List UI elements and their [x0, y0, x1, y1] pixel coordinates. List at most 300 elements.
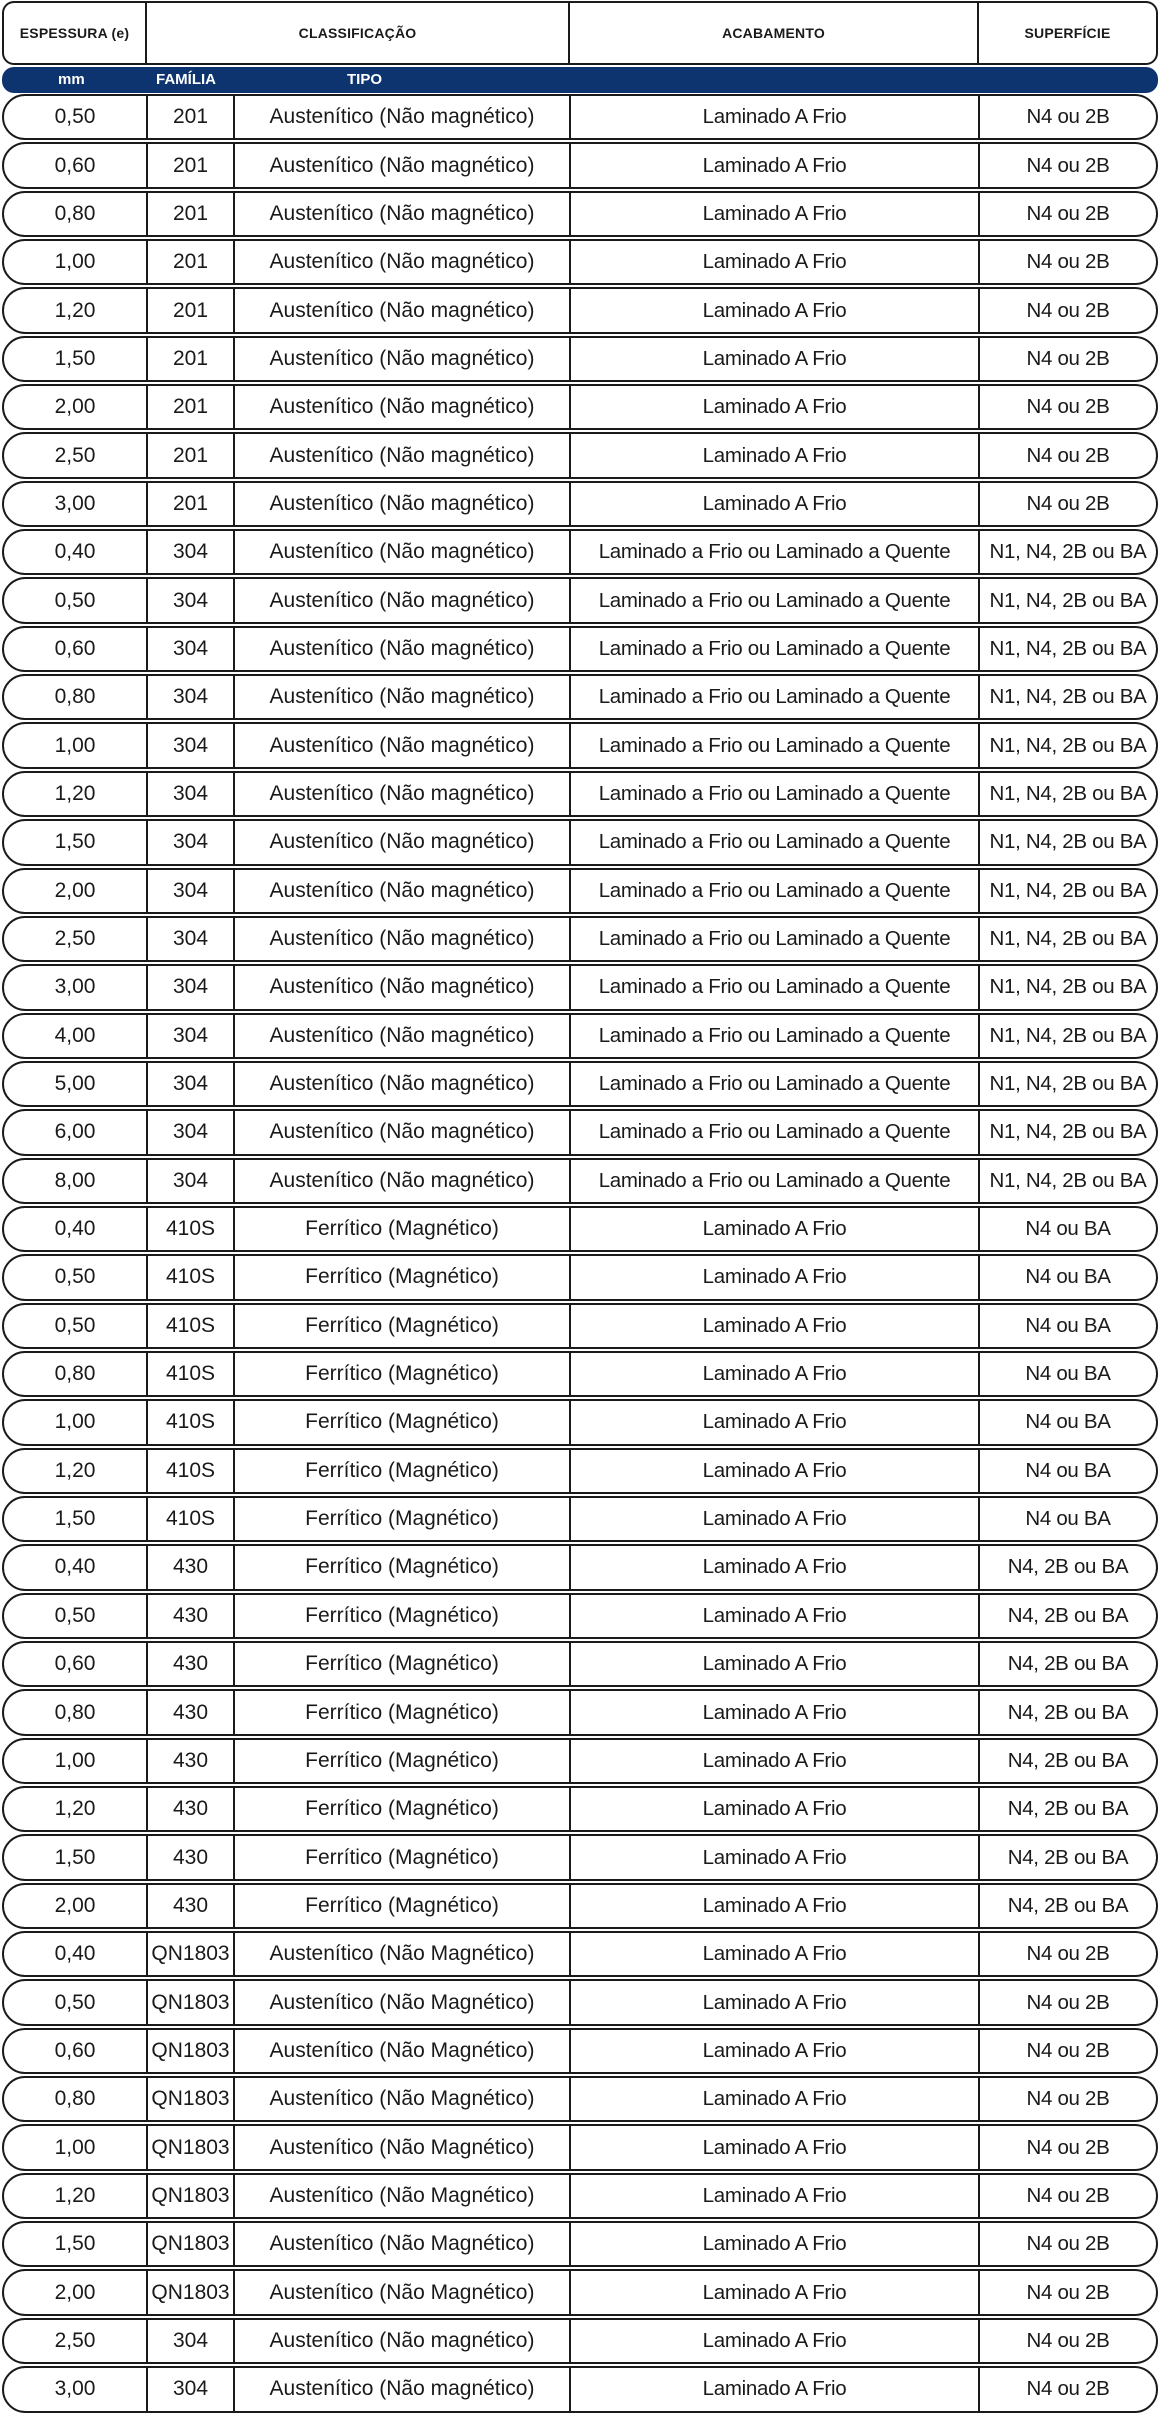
- cell-familia: 430: [148, 1643, 235, 1685]
- cell-acabamento: Laminado a Frio ou Laminado a Quente: [571, 1111, 980, 1153]
- cell-tipo: Austenítico (Não magnético): [235, 386, 571, 428]
- table-row: [0, 1737, 1160, 1785]
- cell-superficie: N1, N4, 2B ou BA: [989, 781, 1147, 805]
- cell-espessura: 0,80: [4, 193, 148, 235]
- cell-superficie: N4 ou 2B: [1026, 201, 1110, 225]
- table-row-frame: [2, 1399, 1158, 1445]
- cell-superficie: N4 ou 2B: [1026, 2183, 1110, 2207]
- table-row: [0, 963, 1160, 1011]
- subheader-tipo: TIPO: [347, 71, 383, 88]
- cell-espessura: 1,50: [4, 2223, 148, 2265]
- cell-acabamento: Laminado A Frio: [571, 1353, 980, 1395]
- table-row-frame: [2, 1544, 1158, 1590]
- cell-acabamento: Laminado A Frio: [571, 1885, 980, 1927]
- header-superficie: SUPERFÍCIE: [978, 1, 1158, 65]
- table-row-frame: [2, 1979, 1158, 2025]
- cell-superficie: N4 ou 2B: [1026, 2038, 1110, 2062]
- cell-espessura: 0,60: [4, 144, 148, 186]
- cell-familia: 410S: [148, 1450, 235, 1492]
- table-row: [0, 2172, 1160, 2220]
- cell-tipo: Austenítico (Não magnético): [235, 241, 571, 283]
- cell-espessura: 2,50: [4, 434, 148, 476]
- table-row-frame: [2, 1013, 1158, 1059]
- cell-tipo: Austenítico (Não magnético): [235, 966, 571, 1008]
- cell-familia: 304: [148, 966, 235, 1008]
- cell-familia: 304: [148, 628, 235, 670]
- table-row: [0, 1495, 1160, 1543]
- cell-superficie: N4 ou 2B: [1026, 1942, 1110, 1966]
- cell-acabamento: Laminado A Frio: [571, 2368, 980, 2410]
- table-row-frame: [2, 1786, 1158, 1832]
- cell-tipo: Ferrítico (Magnético): [235, 1885, 571, 1927]
- cell-tipo: Austenítico (Não magnético): [235, 2368, 571, 2410]
- cell-acabamento: Laminado A Frio: [571, 2320, 980, 2362]
- table-row: [0, 1833, 1160, 1881]
- table-row: [0, 2075, 1160, 2123]
- cell-acabamento: Laminado A Frio: [571, 2126, 980, 2168]
- cell-acabamento: Laminado A Frio: [571, 1208, 980, 1250]
- cell-familia: 201: [148, 386, 235, 428]
- cell-familia: 304: [148, 724, 235, 766]
- cell-familia: 410S: [148, 1305, 235, 1347]
- cell-superficie: N4 ou 2B: [1026, 443, 1110, 467]
- cell-superficie: N4, 2B ou BA: [1007, 1845, 1129, 1869]
- header-espessura: ESPESSURA (e): [2, 1, 146, 65]
- cell-espessura: 0,50: [4, 1981, 148, 2023]
- cell-espessura: 2,00: [4, 386, 148, 428]
- cell-espessura: 1,00: [4, 241, 148, 283]
- cell-familia: 304: [148, 821, 235, 863]
- table-row: [0, 141, 1160, 189]
- cell-acabamento: Laminado a Frio ou Laminado a Quente: [571, 966, 980, 1008]
- cell-superficie: N4 ou 2B: [1026, 105, 1110, 129]
- cell-familia: 430: [148, 1546, 235, 1588]
- cell-espessura: 3,00: [4, 483, 148, 525]
- cell-tipo: Austenítico (Não magnético): [235, 289, 571, 331]
- cell-superficie: N1, N4, 2B ou BA: [989, 733, 1147, 757]
- cell-espessura: 1,20: [4, 1450, 148, 1492]
- cell-espessura: 0,50: [4, 96, 148, 138]
- cell-espessura: 0,80: [4, 676, 148, 718]
- table-row-frame: [2, 1158, 1158, 1204]
- cell-espessura: 0,50: [4, 1256, 148, 1298]
- cell-superficie: N4 ou 2B: [1026, 2087, 1110, 2111]
- cell-tipo: Austenítico (Não magnético): [235, 821, 571, 863]
- cell-tipo: Ferrítico (Magnético): [235, 1401, 571, 1443]
- cell-familia: 430: [148, 1740, 235, 1782]
- cell-tipo: Austenítico (Não Magnético): [235, 1981, 571, 2023]
- cell-tipo: Austenítico (Não magnético): [235, 338, 571, 380]
- cell-tipo: Austenítico (Não magnético): [235, 193, 571, 235]
- cell-espessura: 1,00: [4, 1740, 148, 1782]
- cell-familia: 410S: [148, 1498, 235, 1540]
- cell-superficie: N4 ou 2B: [1026, 2232, 1110, 2256]
- cell-superficie: N4 ou 2B: [1026, 395, 1110, 419]
- cell-superficie: N4 ou 2B: [1026, 250, 1110, 274]
- cell-tipo: Austenítico (Não magnético): [235, 773, 571, 815]
- cell-tipo: Austenítico (Não Magnético): [235, 2126, 571, 2168]
- cell-tipo: Ferrítico (Magnético): [235, 1498, 571, 1540]
- cell-tipo: Austenítico (Não Magnético): [235, 2175, 571, 2217]
- cell-espessura: 1,20: [4, 2175, 148, 2217]
- cell-familia: QN1803: [148, 2271, 235, 2313]
- cell-familia: QN1803: [148, 2078, 235, 2120]
- table-row-frame: [2, 1109, 1158, 1155]
- cell-tipo: Austenítico (Não Magnético): [235, 2271, 571, 2313]
- cell-superficie: N1, N4, 2B ou BA: [989, 1023, 1147, 1047]
- cell-espessura: 0,50: [4, 1305, 148, 1347]
- table-row-frame: [2, 916, 1158, 962]
- cell-superficie: N1, N4, 2B ou BA: [989, 636, 1147, 660]
- cell-familia: 304: [148, 2368, 235, 2410]
- cell-tipo: Ferrítico (Magnético): [235, 1643, 571, 1685]
- table-row-frame: [2, 2366, 1158, 2412]
- cell-acabamento: Laminado A Frio: [571, 1933, 980, 1975]
- cell-acabamento: Laminado a Frio ou Laminado a Quente: [571, 918, 980, 960]
- cell-familia: 430: [148, 1836, 235, 1878]
- cell-tipo: Ferrítico (Magnético): [235, 1305, 571, 1347]
- table-row-frame: [2, 287, 1158, 333]
- cell-acabamento: Laminado A Frio: [571, 1401, 980, 1443]
- subheader-familia: FAMÍLIA: [156, 71, 216, 88]
- table-row-frame: [2, 722, 1158, 768]
- cell-superficie: N1, N4, 2B ou BA: [989, 927, 1147, 951]
- cell-superficie: N4 ou 2B: [1026, 2135, 1110, 2159]
- cell-acabamento: Laminado A Frio: [571, 434, 980, 476]
- cell-superficie: N4 ou 2B: [1026, 1990, 1110, 2014]
- cell-superficie: N1, N4, 2B ou BA: [989, 685, 1147, 709]
- cell-espessura: 0,80: [4, 1691, 148, 1733]
- cell-tipo: Austenítico (Não magnético): [235, 628, 571, 670]
- cell-espessura: 1,50: [4, 338, 148, 380]
- table-row-frame: [2, 819, 1158, 865]
- table-row-frame: [2, 2269, 1158, 2315]
- cell-superficie: N4 ou BA: [1025, 1410, 1111, 1434]
- cell-espessura: 8,00: [4, 1160, 148, 1202]
- cell-acabamento: Laminado A Frio: [571, 289, 980, 331]
- cell-superficie: N4, 2B ou BA: [1007, 1652, 1129, 1676]
- cell-familia: 201: [148, 193, 235, 235]
- table-row: [0, 915, 1160, 963]
- table-row: [0, 190, 1160, 238]
- table-row-frame: [2, 1496, 1158, 1542]
- table-row: [0, 2268, 1160, 2316]
- cell-espessura: 0,50: [4, 579, 148, 621]
- cell-superficie: N4 ou BA: [1025, 1362, 1111, 1386]
- cell-espessura: 5,00: [4, 1063, 148, 1105]
- table-row-frame: [2, 1254, 1158, 1300]
- cell-espessura: 0,60: [4, 1643, 148, 1685]
- table-row-frame: [2, 481, 1158, 527]
- cell-familia: 304: [148, 1160, 235, 1202]
- cell-tipo: Austenítico (Não magnético): [235, 1063, 571, 1105]
- table-row: [0, 2027, 1160, 2075]
- cell-espessura: 0,40: [4, 1208, 148, 1250]
- table-row-frame: [2, 2124, 1158, 2170]
- table-row: [0, 286, 1160, 334]
- cell-acabamento: Laminado a Frio ou Laminado a Quente: [571, 724, 980, 766]
- cell-acabamento: Laminado A Frio: [571, 193, 980, 235]
- cell-espessura: 3,00: [4, 966, 148, 1008]
- cell-tipo: Austenítico (Não magnético): [235, 918, 571, 960]
- cell-superficie: N1, N4, 2B ou BA: [989, 1120, 1147, 1144]
- cell-espessura: 2,50: [4, 2320, 148, 2362]
- cell-familia: 304: [148, 918, 235, 960]
- table-row: [0, 625, 1160, 673]
- cell-acabamento: Laminado A Frio: [571, 2030, 980, 2072]
- table-row: [0, 721, 1160, 769]
- cell-familia: 430: [148, 1885, 235, 1927]
- cell-tipo: Ferrítico (Magnético): [235, 1595, 571, 1637]
- table-row: [0, 2317, 1160, 2365]
- cell-acabamento: Laminado A Frio: [571, 1498, 980, 1540]
- cell-acabamento: Laminado A Frio: [571, 1836, 980, 1878]
- cell-acabamento: Laminado a Frio ou Laminado a Quente: [571, 531, 980, 573]
- cell-espessura: 6,00: [4, 1111, 148, 1153]
- cell-espessura: 0,80: [4, 1353, 148, 1395]
- cell-acabamento: Laminado A Frio: [571, 1595, 980, 1637]
- table-row: [0, 1882, 1160, 1930]
- cell-acabamento: Laminado A Frio: [571, 1305, 980, 1347]
- table-row: [0, 1688, 1160, 1736]
- table-row: [0, 93, 1160, 141]
- cell-tipo: Ferrítico (Magnético): [235, 1740, 571, 1782]
- cell-familia: 304: [148, 2320, 235, 2362]
- cell-acabamento: Laminado A Frio: [571, 2271, 980, 2313]
- cell-superficie: N4 ou 2B: [1026, 153, 1110, 177]
- cell-espessura: 0,50: [4, 1595, 148, 1637]
- cell-tipo: Austenítico (Não magnético): [235, 483, 571, 525]
- table-row: [0, 238, 1160, 286]
- table-row-frame: [2, 2173, 1158, 2219]
- table-row: [0, 431, 1160, 479]
- cell-superficie: N4, 2B ou BA: [1007, 1893, 1129, 1917]
- cell-acabamento: Laminado a Frio ou Laminado a Quente: [571, 870, 980, 912]
- table-row-frame: [2, 577, 1158, 623]
- cell-superficie: N4, 2B ou BA: [1007, 1748, 1129, 1772]
- table-row-frame: [2, 1351, 1158, 1397]
- cell-familia: 410S: [148, 1256, 235, 1298]
- cell-familia: QN1803: [148, 2223, 235, 2265]
- cell-tipo: Austenítico (Não magnético): [235, 579, 571, 621]
- table-row-frame: [2, 1641, 1158, 1687]
- cell-espessura: 2,00: [4, 870, 148, 912]
- cell-espessura: 1,50: [4, 1498, 148, 1540]
- cell-acabamento: Laminado A Frio: [571, 2078, 980, 2120]
- cell-acabamento: Laminado A Frio: [571, 1256, 980, 1298]
- cell-acabamento: Laminado A Frio: [571, 483, 980, 525]
- cell-superficie: N1, N4, 2B ou BA: [989, 1168, 1147, 1192]
- cell-acabamento: Laminado A Frio: [571, 1546, 980, 1588]
- cell-tipo: Ferrítico (Magnético): [235, 1353, 571, 1395]
- table-row: [0, 335, 1160, 383]
- table-row-frame: [2, 94, 1158, 140]
- cell-familia: 410S: [148, 1353, 235, 1395]
- cell-acabamento: Laminado A Frio: [571, 1450, 980, 1492]
- cell-familia: QN1803: [148, 2126, 235, 2168]
- cell-acabamento: Laminado A Frio: [571, 2223, 980, 2265]
- table-row: [0, 818, 1160, 866]
- cell-familia: 430: [148, 1788, 235, 1830]
- cell-superficie: N1, N4, 2B ou BA: [989, 540, 1147, 564]
- cell-familia: 410S: [148, 1401, 235, 1443]
- cell-familia: 304: [148, 773, 235, 815]
- table-row: [0, 480, 1160, 528]
- cell-acabamento: Laminado a Frio ou Laminado a Quente: [571, 628, 980, 670]
- cell-espessura: 0,60: [4, 2030, 148, 2072]
- cell-superficie: N4 ou BA: [1025, 1313, 1111, 1337]
- table-row-frame: [2, 1303, 1158, 1349]
- cell-acabamento: Laminado A Frio: [571, 96, 980, 138]
- cell-espessura: 0,80: [4, 2078, 148, 2120]
- cell-familia: 304: [148, 1015, 235, 1057]
- table-row-frame: [2, 2028, 1158, 2074]
- header-acabamento: ACABAMENTO: [569, 1, 978, 65]
- table-row-frame: [2, 1689, 1158, 1735]
- header-classificacao: CLASSIFICAÇÃO: [146, 1, 569, 65]
- cell-acabamento: Laminado A Frio: [571, 1643, 980, 1685]
- cell-acabamento: Laminado A Frio: [571, 241, 980, 283]
- table-body: [0, 93, 1160, 2414]
- cell-espessura: 1,20: [4, 1788, 148, 1830]
- cell-familia: 304: [148, 870, 235, 912]
- cell-superficie: N4 ou 2B: [1026, 2280, 1110, 2304]
- cell-espessura: 3,00: [4, 2368, 148, 2410]
- table-row: [0, 770, 1160, 818]
- cell-acabamento: Laminado A Frio: [571, 338, 980, 380]
- table-row-frame: [2, 626, 1158, 672]
- cell-familia: 201: [148, 483, 235, 525]
- cell-familia: 201: [148, 338, 235, 380]
- table-row-frame: [2, 1448, 1158, 1494]
- table-row: [0, 1398, 1160, 1446]
- cell-tipo: Austenítico (Não magnético): [235, 2320, 571, 2362]
- cell-familia: 430: [148, 1691, 235, 1733]
- table-row-frame: [2, 191, 1158, 237]
- table-row: [0, 1108, 1160, 1156]
- cell-familia: QN1803: [148, 2175, 235, 2217]
- cell-superficie: N4 ou BA: [1025, 1265, 1111, 1289]
- table-row-frame: [2, 1738, 1158, 1784]
- cell-tipo: Austenítico (Não magnético): [235, 531, 571, 573]
- cell-superficie: N4 ou BA: [1025, 1458, 1111, 1482]
- cell-tipo: Austenítico (Não Magnético): [235, 1933, 571, 1975]
- cell-acabamento: Laminado A Frio: [571, 2175, 980, 2217]
- cell-tipo: Austenítico (Não magnético): [235, 870, 571, 912]
- cell-familia: 430: [148, 1595, 235, 1637]
- table-row: [0, 1205, 1160, 1253]
- table-row: [0, 2123, 1160, 2171]
- subheader-mm: mm: [58, 71, 85, 88]
- cell-tipo: Ferrítico (Magnético): [235, 1546, 571, 1588]
- table-row-frame: [2, 529, 1158, 575]
- cell-espessura: 0,40: [4, 531, 148, 573]
- cell-superficie: N4, 2B ou BA: [1007, 1700, 1129, 1724]
- table-row-frame: [2, 239, 1158, 285]
- cell-familia: 201: [148, 434, 235, 476]
- cell-tipo: Austenítico (Não magnético): [235, 96, 571, 138]
- cell-tipo: Austenítico (Não magnético): [235, 144, 571, 186]
- cell-acabamento: Laminado a Frio ou Laminado a Quente: [571, 1015, 980, 1057]
- cell-espessura: 1,00: [4, 724, 148, 766]
- table-row: [0, 2365, 1160, 2413]
- cell-tipo: Ferrítico (Magnético): [235, 1836, 571, 1878]
- cell-familia: QN1803: [148, 1981, 235, 2023]
- cell-tipo: Austenítico (Não magnético): [235, 1111, 571, 1153]
- cell-superficie: N4 ou 2B: [1026, 346, 1110, 370]
- table-row: [0, 1012, 1160, 1060]
- table-subheader: [2, 67, 1158, 93]
- cell-espessura: 0,40: [4, 1546, 148, 1588]
- cell-acabamento: Laminado A Frio: [571, 1691, 980, 1733]
- cell-tipo: Austenítico (Não Magnético): [235, 2223, 571, 2265]
- cell-acabamento: Laminado A Frio: [571, 1788, 980, 1830]
- cell-familia: 201: [148, 144, 235, 186]
- cell-superficie: N1, N4, 2B ou BA: [989, 830, 1147, 854]
- cell-tipo: Austenítico (Não magnético): [235, 676, 571, 718]
- table-row: [0, 1253, 1160, 1301]
- cell-tipo: Austenítico (Não magnético): [235, 434, 571, 476]
- table-row: [0, 1302, 1160, 1350]
- cell-tipo: Austenítico (Não magnético): [235, 1160, 571, 1202]
- cell-espessura: 2,00: [4, 1885, 148, 1927]
- table-row-frame: [2, 1883, 1158, 1929]
- cell-superficie: N4 ou BA: [1025, 1507, 1111, 1531]
- cell-superficie: N4, 2B ou BA: [1007, 1797, 1129, 1821]
- table-row-frame: [2, 1593, 1158, 1639]
- cell-familia: 201: [148, 96, 235, 138]
- cell-superficie: N1, N4, 2B ou BA: [989, 878, 1147, 902]
- cell-espessura: 1,50: [4, 1836, 148, 1878]
- table-header: [0, 0, 1160, 67]
- cell-acabamento: Laminado a Frio ou Laminado a Quente: [571, 773, 980, 815]
- cell-familia: QN1803: [148, 2030, 235, 2072]
- table-row: [0, 1157, 1160, 1205]
- cell-espessura: 4,00: [4, 1015, 148, 1057]
- cell-espessura: 1,00: [4, 1401, 148, 1443]
- cell-tipo: Ferrítico (Magnético): [235, 1256, 571, 1298]
- table-row-frame: [2, 2318, 1158, 2364]
- cell-superficie: N1, N4, 2B ou BA: [989, 588, 1147, 612]
- table-row-frame: [2, 384, 1158, 430]
- cell-tipo: Ferrítico (Magnético): [235, 1691, 571, 1733]
- cell-espessura: 0,40: [4, 1933, 148, 1975]
- cell-tipo: Ferrítico (Magnético): [235, 1208, 571, 1250]
- table-row-frame: [2, 142, 1158, 188]
- cell-superficie: N4 ou BA: [1025, 1217, 1111, 1241]
- cell-acabamento: Laminado A Frio: [571, 144, 980, 186]
- table-row: [0, 2220, 1160, 2268]
- cell-familia: 304: [148, 579, 235, 621]
- cell-tipo: Austenítico (Não magnético): [235, 1015, 571, 1057]
- table-row-frame: [2, 868, 1158, 914]
- cell-superficie: N4 ou 2B: [1026, 491, 1110, 515]
- cell-acabamento: Laminado A Frio: [571, 386, 980, 428]
- cell-acabamento: Laminado a Frio ou Laminado a Quente: [571, 1160, 980, 1202]
- table-row-frame: [2, 2221, 1158, 2267]
- cell-acabamento: Laminado a Frio ou Laminado a Quente: [571, 676, 980, 718]
- cell-tipo: Ferrítico (Magnético): [235, 1450, 571, 1492]
- table-row: [0, 383, 1160, 431]
- table-row-frame: [2, 1931, 1158, 1977]
- table-row-frame: [2, 964, 1158, 1010]
- cell-tipo: Austenítico (Não Magnético): [235, 2078, 571, 2120]
- cell-espessura: 1,00: [4, 2126, 148, 2168]
- table-row-frame: [2, 336, 1158, 382]
- table-row: [0, 673, 1160, 721]
- cell-familia: 304: [148, 1063, 235, 1105]
- cell-superficie: N4, 2B ou BA: [1007, 1555, 1129, 1579]
